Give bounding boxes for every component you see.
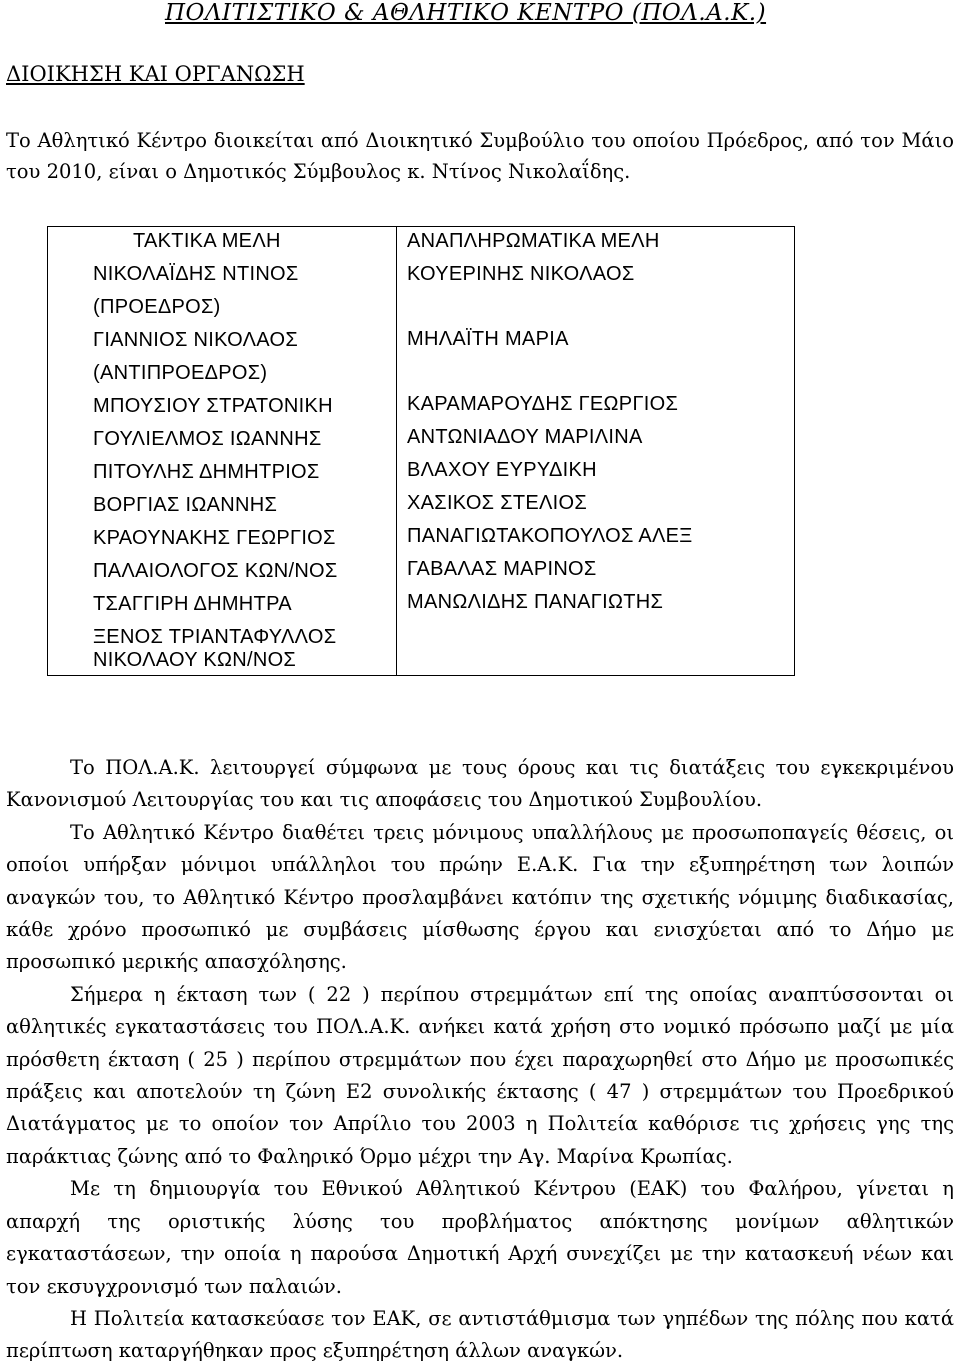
alternate-member: ΧΑΣΙΚΟΣ ΣΤΕΛΙΟΣ	[407, 492, 588, 514]
document-title: ΠΟΛΙΤΙΣΤΙΚΟ & ΑΘΛΗΤΙΚΟ ΚΕΝΤΡΟ (ΠΟΛ.Α.Κ.)	[165, 0, 767, 26]
body-paragraph: Η Πολιτεία κατασκεύασε τον ΕΑΚ, σε αντιστάθμισμα των γηπέδων της πόλης που κατά περίπτωση καταργήθηκαν προς εξυπηρέτηση άλλων αναγκών.	[6, 1306, 954, 1363]
regular-member: ΝΙΚΟΛΑΪΔΗΣ ΝΤΙΝΟΣ	[93, 263, 299, 285]
body-paragraph: Το ΠΟΛ.Α.Κ. λειτουργεί σύμφωνα με τους όρους και τις διατάξεις του εγκεκριμένου Κανονισμού Λειτουργίας του και τις αποφάσεις του Δημοτικού Συμβουλίου.	[6, 756, 954, 812]
regular-member: ΓΙΑΝΝΙΟΣ ΝΙΚΟΛΑΟΣ	[93, 329, 299, 351]
alternate-member: ΒΛΑΧΟΥ ΕΥΡΥΔΙΚΗ	[407, 459, 597, 481]
members-table	[47, 226, 795, 676]
alternate-member: ΚΟΥΕΡΙΝΗΣ ΝΙΚΟΛΑΟΣ	[407, 263, 635, 285]
body-paragraph: Σήμερα η έκταση των ( 22 ) περίπου στρεμμάτων επί της οποίας αναπτύσσονται οι αθλητικές εγκαταστάσεις του ΠΟΛ.Α.Κ. ανήκει κατά χρήση στο νομικό πρόσωπο μαζί με μία πρόσθετη έκταση ( 25 ) περίπου στρεμμάτων που έχει παραχωρηθεί στο Δήμο με προσωπικές πράξεις και αποτελούν τη ζώνη Ε2 συνολικής έκτασης ( 47 ) στρεμμάτων του Προεδρικού Διατάγματος με το οποίον τον Απρίλιο του 2003 η Πολιτεία καθόρισε τις χρήσεις γης της παράκτιας ζώνης από το Φαληρικό Όρμο μέχρι την Αγ. Μαρίνα Κρωπίας.	[6, 982, 954, 1168]
alternate-member: ΚΑΡΑΜΑΡΟΥΔΗΣ ΓΕΩΡΓΙΟΣ	[407, 393, 679, 415]
regular-member: ΠΑΛΑΙΟΛΟΓΟΣ ΚΩΝ/ΝΟΣ	[93, 560, 338, 582]
regular-member: ΒΟΡΓΙΑΣ ΙΩΑΝΝΗΣ	[93, 494, 278, 516]
regular-member: ΜΠΟΥΣΙΟΥ ΣΤΡΑΤΟΝΙΚΗ	[93, 395, 333, 417]
table-column-divider	[396, 227, 397, 675]
regular-member: ΞΕΝΟΣ ΤΡΙΑΝΤΑΦΥΛΛΟΣ	[93, 626, 337, 648]
regular-member: ΚΡΑΟΥΝΑΚΗΣ ΓΕΩΡΓΙΟΣ	[93, 527, 336, 549]
alternate-member: ΑΝΤΩΝΙΑΔΟΥ ΜΑΡΙΛΙΝΑ	[407, 426, 643, 448]
regular-member: ΤΣΑΓΓΙΡΗ ΔΗΜΗΤΡΑ	[93, 593, 292, 615]
regular-member: (ΑΝΤΙΠΡΟΕΔΡΟΣ)	[93, 362, 268, 384]
regular-member: ΓΟΥΛΙΕΛΜΟΣ ΙΩΑΝΝΗΣ	[93, 428, 322, 450]
alternate-member: ΜΑΝΩΛΙΔΗΣ ΠΑΝΑΓΙΩΤΗΣ	[407, 591, 664, 613]
regular-members-header: ΤΑΚΤΙΚΑ ΜΕΛΗ	[133, 230, 281, 252]
body-paragraph: Το Αθλητικό Κέντρο διαθέτει τρεις μόνιμους υπαλλήλους με προσωποπαγείς θέσεις, οι οποίοι υπήρξαν μόνιμοι υπάλληλοι του πρώην Ε.Α.Κ. Για την εξυπηρέτηση των λοιπών αναγκών του, το Αθλητικό Κέντρο προσλαμβάνει κατόπιν της σχετικής νόμιμης διαδικασίας, κάθε χρόνο προσωπικό με συμβάσεις μίσθωσης έργου και ενισχύεται από το Δήμο με προσωπικό μερικής απασχόλησης.	[6, 820, 954, 974]
alternate-members-header: ΑΝΑΠΛΗΡΩΜΑΤΙΚΑ ΜΕΛΗ	[407, 230, 660, 252]
alternate-member: ΜΗΛΑΪΤΗ ΜΑΡΙΑ	[407, 328, 569, 350]
section-heading: ΔΙΟΙΚΗΣΗ ΚΑΙ ΟΡΓΑΝΩΣΗ	[6, 62, 305, 86]
intro-paragraph: Το Αθλητικό Κέντρο διοικείται από Διοικητικό Συμβούλιο του οποίου Πρόεδρος, από τον Μάιο του 2010, είναι ο Δημοτικός Σύμβουλος κ. Ντίνος Νικολαΐδης.	[6, 129, 954, 183]
body-text	[6, 752, 954, 1368]
regular-member: ΠΙΤΟΥΛΗΣ ΔΗΜΗΤΡΙΟΣ	[93, 461, 320, 483]
regular-member: (ΠΡΟΕΔΡΟΣ)	[93, 296, 221, 318]
alternate-member: ΓΑΒΑΛΑΣ ΜΑΡΙΝΟΣ	[407, 558, 597, 580]
body-paragraph: Με τη δημιουργία του Εθνικού Αθλητικού Κέντρου (ΕΑΚ) του Φαλήρου, γίνεται η απαρχή της οριστικής λύσης του προβλήματος απόκτησης μονίμων αθλητικών εγκαταστάσεων, την οποία η παρούσα Δημοτική Αρχή συνεχίζει με την κατασκευή νέων και τον εκσυγχρονισμό των παλαιών.	[6, 1177, 954, 1298]
regular-member: ΝΙΚΟΛΑΟΥ ΚΩΝ/ΝΟΣ	[93, 649, 297, 671]
alternate-member: ΠΑΝΑΓΙΩΤΑΚΟΠΟΥΛΟΣ ΑΛΕΞ	[407, 525, 693, 547]
